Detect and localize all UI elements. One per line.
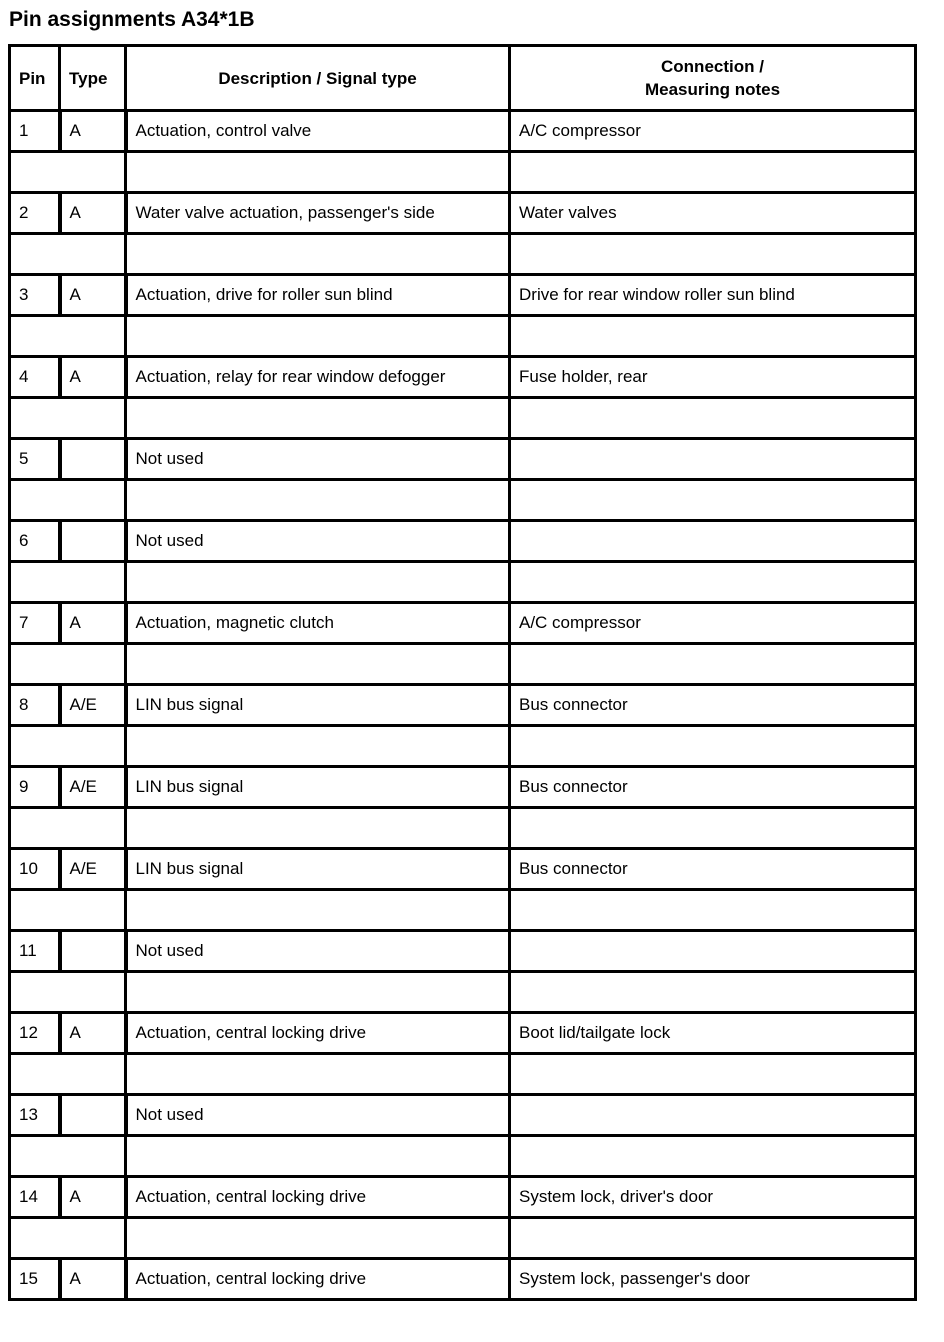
- pin-description: Water valve actuation, passenger's side: [126, 193, 510, 234]
- spacer-cell-description: [126, 234, 510, 275]
- table-spacer-row: [10, 644, 916, 685]
- pin-number: 4: [10, 357, 60, 398]
- spacer-cell-description: [126, 316, 510, 357]
- pin-number: 12: [10, 1013, 60, 1054]
- table-spacer-row: [10, 480, 916, 521]
- spacer-cell-pin-type: [10, 1218, 126, 1259]
- pin-type: A: [60, 111, 126, 152]
- table-row: [10, 275, 916, 316]
- pin-description: Not used: [126, 439, 510, 480]
- spacer-cell-description: [126, 398, 510, 439]
- pin-number: 1: [10, 111, 60, 152]
- pin-connection: Bus connector: [510, 767, 916, 808]
- pin-number: 5: [10, 439, 60, 480]
- spacer-cell-pin-type: [10, 562, 126, 603]
- table-row: [10, 603, 916, 644]
- table-row: [10, 1095, 916, 1136]
- pin-number: 13: [10, 1095, 60, 1136]
- table-row: [10, 1177, 916, 1218]
- spacer-cell-pin-type: [10, 890, 126, 931]
- table-spacer-row: [10, 808, 916, 849]
- pin-type: [60, 439, 126, 480]
- pin-connection: Drive for rear window roller sun blind: [510, 275, 916, 316]
- pin-type: A: [60, 357, 126, 398]
- table-spacer-row: [10, 152, 916, 193]
- spacer-cell-pin-type: [10, 808, 126, 849]
- pin-type: A/E: [60, 767, 126, 808]
- pin-connection: Fuse holder, rear: [510, 357, 916, 398]
- pin-type: [60, 1095, 126, 1136]
- spacer-cell-connection: [510, 152, 916, 193]
- header-connection-line2: Measuring notes: [644, 80, 781, 99]
- table-row: [10, 685, 916, 726]
- pin-connection: Boot lid/tailgate lock: [510, 1013, 916, 1054]
- table-spacer-row: [10, 1054, 916, 1095]
- table-row: [10, 767, 916, 808]
- pin-description: Actuation, relay for rear window defogger: [126, 357, 510, 398]
- header-type: Type: [60, 46, 126, 111]
- spacer-cell-description: [126, 480, 510, 521]
- pin-type: A: [60, 1177, 126, 1218]
- pin-description: LIN bus signal: [126, 767, 510, 808]
- pin-type: A: [60, 603, 126, 644]
- table-row: [10, 193, 916, 234]
- pin-number: 2: [10, 193, 60, 234]
- spacer-cell-connection: [510, 316, 916, 357]
- table-header-row: [10, 46, 916, 111]
- spacer-cell-connection: [510, 562, 916, 603]
- spacer-cell-description: [126, 1054, 510, 1095]
- spacer-cell-connection: [510, 398, 916, 439]
- spacer-cell-pin-type: [10, 152, 126, 193]
- pin-description: LIN bus signal: [126, 685, 510, 726]
- table-row: [10, 439, 916, 480]
- pin-connection: [510, 1095, 916, 1136]
- pin-number: 14: [10, 1177, 60, 1218]
- spacer-cell-description: [126, 808, 510, 849]
- spacer-cell-description: [126, 726, 510, 767]
- spacer-cell-pin-type: [10, 1136, 126, 1177]
- pin-assignment-table: [8, 44, 917, 1301]
- pin-number: 9: [10, 767, 60, 808]
- table-row: [10, 1013, 916, 1054]
- pin-description: Actuation, central locking drive: [126, 1177, 510, 1218]
- spacer-cell-description: [126, 890, 510, 931]
- pin-description: Actuation, control valve: [126, 111, 510, 152]
- spacer-cell-pin-type: [10, 644, 126, 685]
- pin-connection: System lock, passenger's door: [510, 1259, 916, 1300]
- pin-connection: System lock, driver's door: [510, 1177, 916, 1218]
- pin-description: Actuation, central locking drive: [126, 1013, 510, 1054]
- pin-connection: [510, 521, 916, 562]
- pin-connection: Bus connector: [510, 849, 916, 890]
- table-spacer-row: [10, 316, 916, 357]
- header-connection: [510, 46, 916, 111]
- spacer-cell-connection: [510, 890, 916, 931]
- table-row: [10, 931, 916, 972]
- table-spacer-row: [10, 398, 916, 439]
- pin-number: 8: [10, 685, 60, 726]
- spacer-cell-connection: [510, 1054, 916, 1095]
- spacer-cell-pin-type: [10, 480, 126, 521]
- spacer-cell-description: [126, 972, 510, 1013]
- spacer-cell-description: [126, 1136, 510, 1177]
- table-spacer-row: [10, 1218, 916, 1259]
- pin-connection: A/C compressor: [510, 111, 916, 152]
- spacer-cell-connection: [510, 1136, 916, 1177]
- pin-type: A/E: [60, 685, 126, 726]
- pin-type: [60, 521, 126, 562]
- pin-connection: A/C compressor: [510, 603, 916, 644]
- table-spacer-row: [10, 890, 916, 931]
- pin-description: Actuation, magnetic clutch: [126, 603, 510, 644]
- pin-number: 7: [10, 603, 60, 644]
- pin-connection: [510, 931, 916, 972]
- pin-type: A: [60, 1259, 126, 1300]
- table-row: [10, 111, 916, 152]
- pin-number: 10: [10, 849, 60, 890]
- header-description: Description / Signal type: [126, 46, 510, 111]
- table-spacer-row: [10, 234, 916, 275]
- pin-description: LIN bus signal: [126, 849, 510, 890]
- spacer-cell-connection: [510, 808, 916, 849]
- spacer-cell-pin-type: [10, 316, 126, 357]
- table-spacer-row: [10, 562, 916, 603]
- spacer-cell-connection: [510, 1218, 916, 1259]
- pin-description: Actuation, drive for roller sun blind: [126, 275, 510, 316]
- table-row: [10, 849, 916, 890]
- pin-type: A/E: [60, 849, 126, 890]
- pin-connection: [510, 439, 916, 480]
- spacer-cell-pin-type: [10, 726, 126, 767]
- spacer-cell-connection: [510, 234, 916, 275]
- table-row: [10, 521, 916, 562]
- header-connection-line1: Connection /: [661, 57, 764, 76]
- spacer-cell-pin-type: [10, 972, 126, 1013]
- pin-description: Actuation, central locking drive: [126, 1259, 510, 1300]
- spacer-cell-connection: [510, 972, 916, 1013]
- pin-number: 3: [10, 275, 60, 316]
- pin-type: A: [60, 1013, 126, 1054]
- table-spacer-row: [10, 972, 916, 1013]
- spacer-cell-description: [126, 1218, 510, 1259]
- spacer-cell-connection: [510, 644, 916, 685]
- table-row: [10, 357, 916, 398]
- table-spacer-row: [10, 1136, 916, 1177]
- header-pin: Pin: [10, 46, 60, 111]
- spacer-cell-connection: [510, 480, 916, 521]
- spacer-cell-pin-type: [10, 398, 126, 439]
- pin-description: Not used: [126, 521, 510, 562]
- table-row: [10, 1259, 916, 1300]
- pin-description: Not used: [126, 1095, 510, 1136]
- pin-type: [60, 931, 126, 972]
- spacer-cell-connection: [510, 726, 916, 767]
- pin-number: 15: [10, 1259, 60, 1300]
- table-spacer-row: [10, 726, 916, 767]
- pin-connection: Bus connector: [510, 685, 916, 726]
- spacer-cell-description: [126, 562, 510, 603]
- pin-type: A: [60, 193, 126, 234]
- pin-connection: Water valves: [510, 193, 916, 234]
- spacer-cell-pin-type: [10, 1054, 126, 1095]
- pin-type: A: [60, 275, 126, 316]
- spacer-cell-pin-type: [10, 234, 126, 275]
- spacer-cell-description: [126, 644, 510, 685]
- spacer-cell-description: [126, 152, 510, 193]
- pin-number: 11: [10, 931, 60, 972]
- pin-description: Not used: [126, 931, 510, 972]
- pin-number: 6: [10, 521, 60, 562]
- page-title: Pin assignments A34*1B: [9, 8, 255, 31]
